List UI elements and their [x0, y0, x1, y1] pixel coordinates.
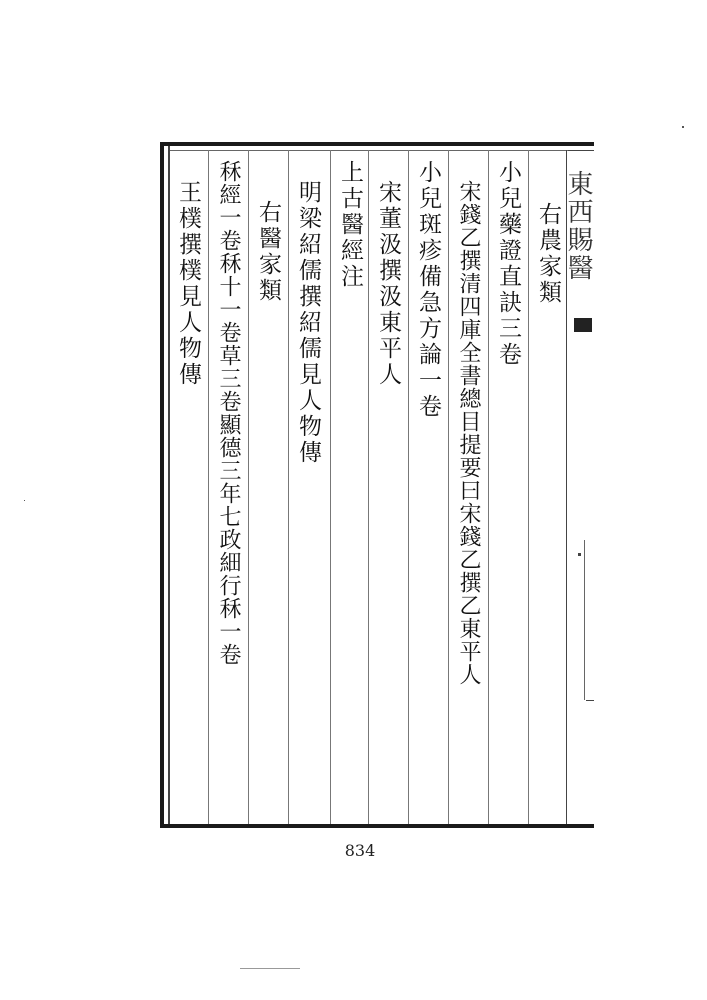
text-column-8: 右醫家類 [255, 200, 281, 304]
page-number: 834 [344, 841, 376, 860]
banxin-top-mark [568, 150, 594, 151]
column-divider [408, 150, 409, 824]
column-divider [330, 150, 331, 824]
scan-speck [24, 500, 25, 501]
frame-inner-top-line [170, 150, 594, 151]
column-divider [488, 150, 489, 824]
text-column-7: 明梁紹儒撰紹儒見人物傳 [295, 180, 321, 466]
text-column-9: 秝經一卷秝十一卷草三卷顯德三年七政細行秝一卷 [216, 160, 241, 666]
frame-left-border [160, 142, 164, 828]
column-divider [288, 150, 289, 824]
banxin-title: 東西賜醫 [563, 170, 593, 282]
frame-bottom-border [160, 824, 594, 828]
banxin-bracket [586, 700, 594, 701]
column-divider [448, 150, 449, 824]
text-column-6: 上古醫經注 [337, 160, 363, 290]
text-column-10: 王樸撰樸見人物傳 [175, 180, 201, 388]
scan-speck [682, 126, 684, 128]
column-divider [368, 150, 369, 824]
column-divider [208, 150, 209, 824]
text-column-5: 宋董汲撰汲東平人 [375, 180, 401, 388]
frame-top-border [160, 142, 594, 146]
banxin-center-line [584, 540, 585, 700]
frame-left-inner-border [168, 146, 170, 824]
text-column-3: 宋錢乙撰清四庫全書總目提要曰宋錢乙撰乙東平人 [456, 180, 481, 686]
banxin-dot [578, 553, 581, 556]
column-divider [528, 150, 529, 824]
column-divider [248, 150, 249, 824]
scan-speck [240, 968, 300, 969]
fishtail-mark [574, 318, 592, 332]
text-column-2: 小兒藥證直訣三卷 [495, 160, 521, 368]
text-column-1: 右農家類 [535, 202, 561, 306]
text-column-4: 小兒斑疹備急方論一卷 [415, 160, 441, 420]
